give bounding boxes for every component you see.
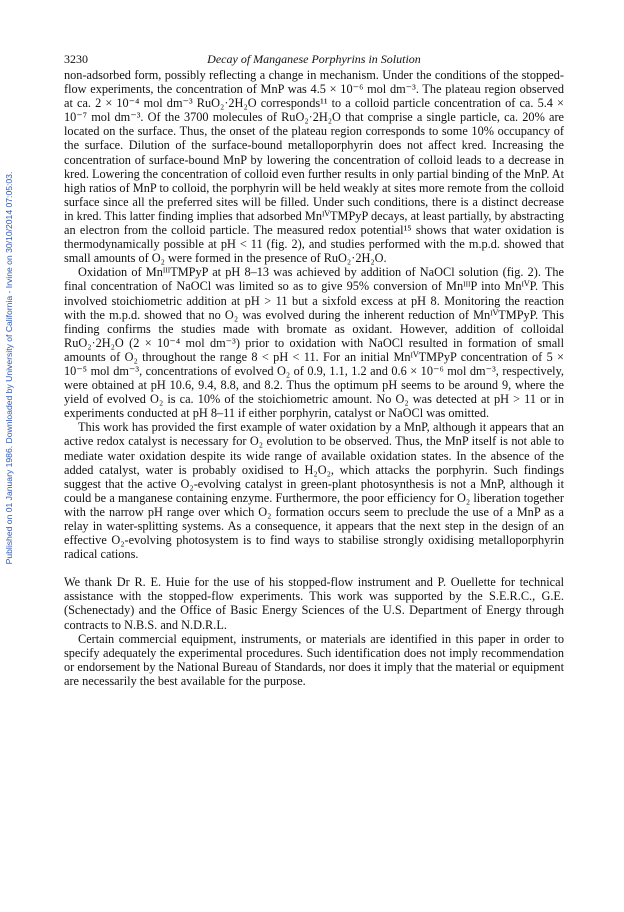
body-text bbox=[64, 68, 564, 688]
page-number: 3230 bbox=[64, 52, 88, 66]
paragraph-continuation: non-adsorbed form, possibly reflecting a change in mechanism. Under the conditions of the stopped-flow experiments, the concentration of MnP was 4.5 × 10⁻⁶ mol dm⁻³. The plateau region observed at ca. 2 × 10⁻⁴ mol dm⁻³ RuO₂·2H₂O corresponds¹¹ to a colloid particle concentration of ca. 5.4 × 10⁻⁷ mol dm⁻³. Of the 3700 molecules of RuO₂·2H₂O that comprise a single particle, ca. 20% are located on the surface. Thus, the onset of the plateau region corresponds to some 10% occupancy of the surface. Dilution of the surface-bound metalloporphyrin does not affect kred. Increasing the concentration of surface-bound MnP by lowering the concentration of colloid leads to a decrease in kred. Lowering the concentration of colloid even further results in only partial binding of the MnP. At high ratios of MnP to colloid, the porphyrin will be held weakly at sites more remote from the colloid surface since all the preferred sites will be filled. Under such conditions, there is a distinct decrease in kred. This latter finding implies that adsorbed MnᴵⱽTMPyP decays, at least partially, by abstracting an electron from the colloid particle. The measured redox potential¹⁵ shows that water oxidation is thermodynamically possible at pH < 11 (fig. 2), and studies performed with the m.p.d. showed that small amounts of O₂ were formed in the presence of RuO₂·2H₂O. bbox=[64, 68, 564, 266]
section-gap bbox=[64, 561, 564, 575]
page-header bbox=[64, 52, 564, 68]
disclaimer: Certain commercial equipment, instruments, or materials are identified in this paper in order to specify adequately the experimental procedures. Such identification does not imply recommendation or endorsement by the National Bureau of Standards, nor does it imply that the material or equipment are necessarily the best available for the purpose. bbox=[64, 631, 564, 688]
acknowledgements: We thank Dr R. E. Huie for the use of his stopped-flow instrument and P. Ouellette for technical assistance with the stopped-flow experiments. This work was supported by the S.E.R.C., G.E. (Schenectady) and the Office of Basic Energy Sciences of the U.S. Department of Energy through contracts to N.B.S. and N.D.R.L. bbox=[64, 575, 564, 632]
paragraph-oxidation: Oxidation of MnᴵᴵᴵTMPyP at pH 8–13 was achieved by addition of NaOCl solution (fig. 2). The final concentration of NaOCl was limited so as to give 95% conversion of MnᴵᴵᴵP into MnᴵⱽP. This involved stoichiometric addition at pH > 11 but a sixfold excess at pH 8. Monitoring the reaction with the m.p.d. showed that no O₂ was evolved during the inherent reduction of MnᴵⱽTMPyP. This finding confirms the studies made with bromate as oxidant. However, addition of colloidal RuO₂·2H₂O (2 × 10⁻⁴ mol dm⁻³) prior to oxidation with NaOCl resulted in formation of small amounts of O₂ throughout the range 8 < pH < 11. For an initial MnᴵⱽTMPyP concentration of 5 × 10⁻⁵ mol dm⁻³, concentrations of evolved O₂ of 0.9, 1.1, 1.2 and 0.6 × 10⁻⁶ mol dm⁻³, respectively, were obtained at pH 10.6, 9.4, 8.8, and 8.2. Thus the optimum pH seems to be around 9, where the yield of evolved O₂ is ca. 10% of the stoichiometric amount. No O₂ was detected at pH > 11 or in experiments conducted at pH 8–11 if either porphyrin, catalyst or NaOCl was omitted. bbox=[64, 265, 564, 421]
download-notice-sidebar bbox=[2, 118, 16, 618]
running-title: Decay of Manganese Porphyrins in Solution bbox=[207, 52, 421, 66]
download-notice-text: Published on 01 January 1986. Downloaded by University of California - Irvine on 30/10/2014 07:05:03. bbox=[4, 171, 14, 565]
paragraph-conclusion: This work has provided the first example of water oxidation by a MnP, although it appears that an active redox catalyst is necessary for O₂ evolution to be observed. Thus, the MnP itself is not able to mediate water oxidation despite its wide range of available oxidation states. In the absence of the added catalyst, water is probably oxidised to H₂O₂, which attacks the porphyrin. Such findings suggest that the active O₂-evolving catalyst in green-plant photosynthesis is not a MnP, although it could be a manganese containing enzyme. Furthermore, the poor efficiency for O₂ liberation together with the narrow pH range over which O₂ formation occurs seem to preclude the use of a MnP as a relay in water-splitting systems. As a consequence, it appears that the next step in the design of an effective O₂-evolving photosystem is to find ways to stabilise strongly oxidising metalloporphyrin radical cations. bbox=[64, 420, 564, 562]
